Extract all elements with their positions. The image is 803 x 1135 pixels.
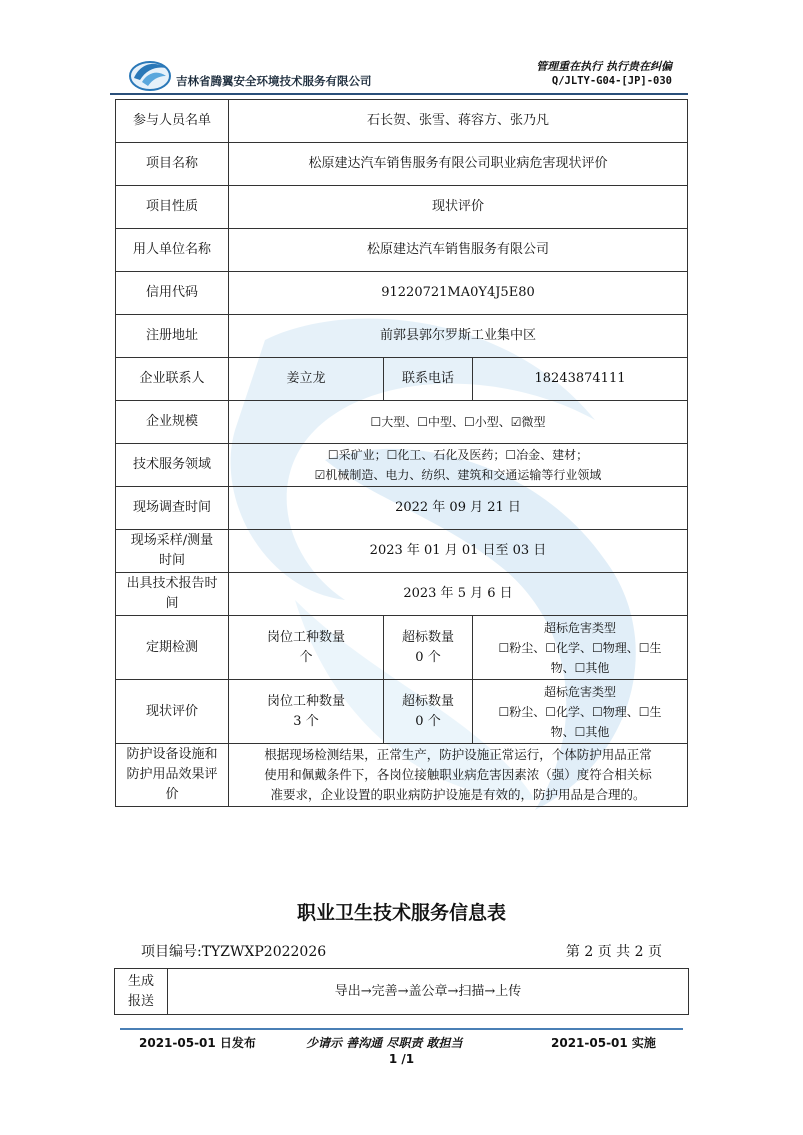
periodic-hazard [473, 616, 688, 680]
report-time-label-line-2: 间 [165, 596, 179, 611]
report-time-label-line-1: 出具技术报告时 [126, 576, 218, 591]
contact-label: 企业联系人 [116, 358, 229, 401]
domain-label: 技术服务领域 [116, 444, 229, 487]
report-time-label [116, 573, 229, 616]
table-row [116, 100, 688, 143]
status-eval-posts [229, 680, 384, 744]
table-row [116, 401, 688, 444]
domain-line-1: ☐采矿业；☐化工、石化及医药；☐冶金、建材； [327, 448, 589, 462]
sampling-time-value: 2023 年 01 月 01 日至 03 日 [229, 530, 688, 573]
status-eval-exceed-value: 0 个 [415, 713, 441, 729]
sampling-time-label-line-1: 现场采样/测量 [130, 533, 214, 548]
table-row [116, 444, 688, 487]
phone-value: 18243874111 [473, 358, 688, 401]
survey-time-value: 2022 年 09 月 21 日 [229, 487, 688, 530]
protection-label-line-3: 价 [165, 787, 179, 802]
sampling-time-label-line-2: 时间 [158, 553, 185, 568]
document-code: Q/JLTY-G04-[JP]-030 [551, 75, 672, 87]
protection-label-line-1: 防护设备设施和 [126, 747, 218, 762]
page-indicator: 第 2 页 共 2 页 [565, 944, 662, 960]
table-row [116, 616, 688, 680]
status-eval-exceed [384, 680, 473, 744]
company-logo-icon [128, 56, 172, 92]
generate-submit-label [115, 969, 168, 1015]
report-time-value: 2023 年 5 月 6 日 [229, 573, 688, 616]
status-eval-exceed-label: 超标数量 [401, 693, 454, 709]
periodic-posts-label: 岗位工种数量 [266, 629, 345, 645]
address-label: 注册地址 [116, 315, 229, 358]
generate-label-line-1: 生成 [127, 973, 154, 989]
protection-value [229, 744, 688, 807]
submission-table [114, 968, 689, 1015]
company-name: 吉林省腾翼安全环境技术服务有限公司 [176, 74, 372, 88]
periodic-hazard-label: 超标危害类型 [543, 620, 616, 635]
sampling-time-label [116, 530, 229, 573]
status-eval-hazard-line-1: ☐粉尘、☐化学、☐物理、☐生 [498, 704, 662, 719]
project-nature-value: 现状评价 [229, 186, 688, 229]
footer-motto: 少请示 善沟通 尽职责 敢担当 [306, 1036, 463, 1050]
credit-code-label: 信用代码 [116, 272, 229, 315]
status-eval-posts-value: 3 个 [293, 713, 319, 729]
table-row [116, 229, 688, 272]
periodic-exceed [384, 616, 473, 680]
table-row [116, 315, 688, 358]
periodic-hazard-line-1: ☐粉尘、☐化学、☐物理、☐生 [498, 640, 662, 655]
footer-divider [120, 1028, 683, 1030]
project-nature-label: 项目性质 [116, 186, 229, 229]
submission-steps: 导出→完善→盖公章→扫描→上传 [168, 969, 689, 1015]
status-eval-label: 现状评价 [116, 680, 229, 744]
protection-line-2: 使用和佩戴条件下，各岗位接触职业病危害因素浓（强）度符合相关标 [264, 767, 652, 782]
project-name-value: 松原建达汽车销售服务有限公司职业病危害现状评价 [229, 143, 688, 186]
table-row [116, 680, 688, 744]
credit-code-value: 91220721MA0Y4J5E80 [229, 272, 688, 315]
table-row [116, 744, 688, 807]
domain-value [229, 444, 688, 487]
table-row [116, 487, 688, 530]
survey-time-label: 现场调查时间 [116, 487, 229, 530]
contact-value: 姜立龙 [229, 358, 384, 401]
periodic-posts-value: 个 [299, 649, 313, 665]
domain-line-2: ☑机械制造、电力、纺织、建筑和交通运输等行业领域 [314, 468, 602, 482]
status-eval-hazard [473, 680, 688, 744]
status-eval-hazard-label: 超标危害类型 [543, 684, 616, 699]
employer-label: 用人单位名称 [116, 229, 229, 272]
protection-label [116, 744, 229, 807]
project-name-label: 项目名称 [116, 143, 229, 186]
periodic-posts [229, 616, 384, 680]
table-row [116, 573, 688, 616]
header-divider [110, 93, 688, 95]
participants-label: 参与人员名单 [116, 100, 229, 143]
status-eval-posts-label: 岗位工种数量 [266, 693, 345, 709]
status-eval-hazard-line-2: 物、☐其他 [550, 724, 610, 739]
address-value: 前郭县郭尔罗斯工业集中区 [229, 315, 688, 358]
page-number: 1 /1 [388, 1052, 415, 1066]
table-row [116, 358, 688, 401]
periodic-exceed-label: 超标数量 [401, 629, 454, 645]
table-row [115, 969, 689, 1015]
release-date: 2021-05-01 日发布 [139, 1036, 256, 1050]
header-slogan: 管理重在执行 执行贵在纠偏 [536, 60, 672, 73]
periodic-hazard-line-2: 物、☐其他 [550, 660, 610, 675]
scale-label: 企业规模 [116, 401, 229, 444]
form-title: 职业卫生技术服务信息表 [296, 902, 506, 924]
phone-label: 联系电话 [384, 358, 473, 401]
scale-value: ☐大型、☐中型、☐小型、☑微型 [229, 401, 688, 444]
periodic-exceed-value: 0 个 [415, 649, 441, 665]
service-info-table [115, 99, 688, 807]
project-number: 项目编号:TYZWXP2022026 [141, 944, 327, 960]
participants-value: 石长贺、张雪、蒋容方、张乃凡 [229, 100, 688, 143]
protection-label-line-2: 防护用品效果评 [126, 767, 218, 782]
protection-line-3: 准要求，企业设置的职业病防护设施是有效的，防护用品是合理的。 [270, 787, 646, 802]
table-row [116, 186, 688, 229]
table-row [116, 143, 688, 186]
table-row [116, 530, 688, 573]
implement-date: 2021-05-01 实施 [551, 1036, 656, 1050]
employer-value: 松原建达汽车销售服务有限公司 [229, 229, 688, 272]
periodic-label: 定期检测 [116, 616, 229, 680]
protection-line-1: 根据现场检测结果，正常生产，防护设施正常运行，个体防护用品正常 [264, 747, 652, 762]
table-row [116, 272, 688, 315]
generate-label-line-2: 报送 [127, 993, 154, 1009]
